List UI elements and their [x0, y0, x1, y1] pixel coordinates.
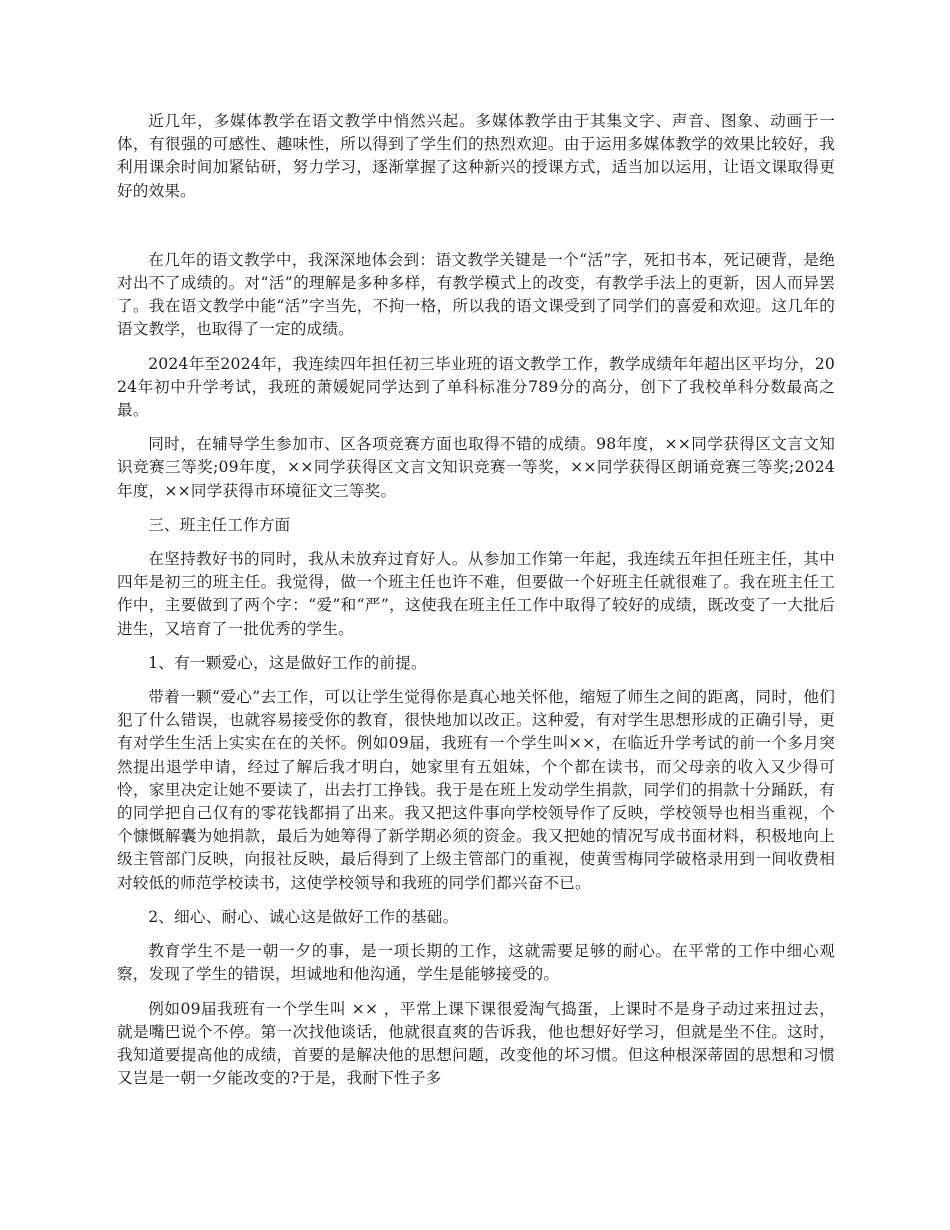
- paragraph-spacer: [117, 537, 835, 548]
- paragraph-spacer: [117, 503, 835, 514]
- paragraph-spacer: [117, 422, 835, 433]
- paragraph-spacer: [117, 987, 835, 998]
- subheading-caring-heart: 1、有一颗爱心，这是做好工作的前提。: [148, 653, 427, 672]
- paragraph-caring-example: 带着一颗“爱心”去工作，可以让学生觉得你是真心地关怀他，缩短了师生之间的距离，同时，他们犯了什么错误，也就容易接受你的教育，很快地加以改正。这种爱，有对学生思想形成的正确引导，更有对学生生活上实实在在的关怀。例如09届，我班有一个学生叫××，在临近升学考试的前一个多月突然提出退学申请，经过了解后我才明白，她家里有五姐妹，个个都在读书，而父母亲的收入又少得可怜，家里决定让她不要读了，出去打工挣钱。我于是在班上发动学生捐款，同学们的捐款十分踊跃，有的同学把自己仅有的零花钱都捐了出来。我又把这件事向学校领导作了反映，学校领导也相当重视，个个慷慨解囊为她捐款，最后为她筹得了新学期必须的资金。我又把她的情况写成书面材料，积极地向上级主管部门反映，向报社反映，最后得到了上级主管部门的重视，使黄雪梅同学破格录用到一间收费相对较低的师范学校读书，这使学校领导和我班的同学们都兴奋不已。: [117, 688, 835, 892]
- paragraph-spacer: [117, 929, 835, 940]
- paragraph-spacer: [117, 675, 835, 686]
- paragraph-patience: 教育学生不是一朝一夕的事，是一项长期的工作，这就需要足够的耐心。在平常的工作中细心观察，发现了学生的错误，坦诚地和他沟通，学生是能够接受的。: [117, 942, 835, 984]
- paragraph-competitions: 同时，在辅导学生参加市、区各项竞赛方面也取得不错的成绩。98年度，××同学获得区文言文知识竞赛三等奖;09年度，××同学获得区文言文知识竞赛一等奖，××同学获得区朗诵竞赛三等奖;2024年度，××同学获得市环境征文三等奖。: [117, 435, 835, 500]
- paragraph-class-teacher-work: 在坚持教好书的同时，我从未放弃过育好人。从参加工作第一年起，我连续五年担任班主任，其中四年是初三的班主任。我觉得，做一个班主任也许不难，但要做一个好班主任就很难了。我在班主任工作中，主要做到了两个字：“爱”和“严”，这使我在班主任工作中取得了较好的成绩，既改变了一大批后进生，又培育了一批优秀的学生。: [117, 550, 835, 638]
- paragraph-spacer: [117, 342, 835, 353]
- paragraph-multimedia-teaching: 近几年，多媒体教学在语文教学中悄然兴起。多媒体教学由于其集文字、声音、图象、动画于一体，有很强的可感性、趣味性，所以得到了学生们的热烈欢迎。由于运用多媒体教学的效果比较好，我利用课余时间加紧钻研，努力学习，逐渐掌握了这种新兴的授课方式，适当加以运用，让语文课取得更好的效果。: [117, 112, 835, 200]
- paragraph-spacer: [117, 895, 835, 906]
- paragraph-graduating-class: 2024年至2024年，我连续四年担任初三毕业班的语文教学工作，教学成绩年年超出区平均分，2024年初中升学考试，我班的萧媛妮同学达到了单科标准分789分的高分，创下了我校单科分数最高之最。: [117, 354, 835, 420]
- paragraph-chinese-teaching: 在几年的语文教学中，我深深地体会到：语文教学关键是一个“活”字，死扣书本，死记硬背，是绝对出不了成绩的。对“活”的理解是多种多样，有教学模式上的改变，有教学手法上的更新，因人而异罢了。我在语文教学中能“活”字当先，不拘一格，所以我的语文课受到了同学们的喜爱和欢迎。这几年的语文教学，也取得了一定的成绩。: [117, 250, 835, 339]
- paragraph-spacer: [117, 641, 835, 652]
- document-body: [117, 110, 835, 1090]
- paragraph-spacer: [117, 203, 835, 249]
- paragraph-student-example: 例如09届我班有一个学生叫 ×× ，平常上课下课很爱淘气捣蛋，上课时不是身子动过来扭过去，就是嘴巴说个不停。第一次找他谈话，他就很直爽的告诉我，他也想好好学习，但就是坐不住。这时，我知道要提高他的成绩，首要的是解决他的思想问题，改变他的坏习惯。但这种根深蒂固的思想和习惯又岂是一朝一夕能改变的?于是，我耐下性子多: [117, 999, 835, 1088]
- section-heading-class-teacher: 三、班主任工作方面: [148, 515, 291, 534]
- subheading-patience: 2、细心、耐心、诚心这是做好工作的基础。: [148, 907, 459, 926]
